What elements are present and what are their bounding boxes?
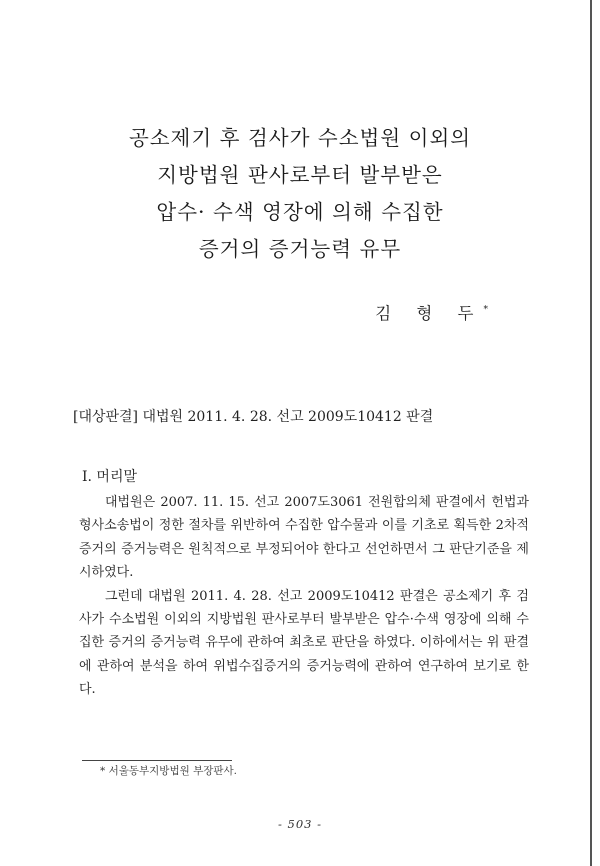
author-byline (375, 300, 488, 324)
section-heading: Ⅰ. 머리말 (82, 469, 138, 485)
article-title (0, 120, 600, 268)
title-line: 공소제기 후 검사가 수소법원 이외의 (128, 126, 472, 150)
paragraph: 그런데 대법원 2011. 4. 28. 선고 2009도10412 판결은 공소제기 후 검사가 수소법원 이외의 지방법원 판사로부터 발부받은 압수·수색 영장에 의해 수집한 증거의 증거능력 유무에 관하여 최초로 판단을 하였다. 이하에서는 위 판결에 관하여 분석을 하여 위법수집증거의 증거능력에 관하여 연구하여 보기로 한다. (79, 588, 529, 698)
footnote: * 서울동부지방법원 부장판사. (100, 765, 237, 777)
title-line: 압수· 수색 영장에 의해 수집한 (156, 200, 444, 224)
paragraph: 대법원은 2007. 11. 15. 선고 2007도3061 전원합의체 판결에서 헌법과 형사소송법이 정한 절차를 위반하여 수집한 압수물과 이를 기초로 획득한 2차적 증거의 증거능력은 원칙적으로 부정되어야 한다고 선언하면서 그 판단기준을 제시하였다. (79, 495, 529, 581)
author-name: 김 형 두 (375, 304, 484, 323)
author-footnote-mark: * (483, 305, 488, 315)
title-line: 증거의 증거능력 유무 (198, 237, 402, 261)
footnote-divider (82, 760, 232, 761)
page-number: - 503 - (277, 817, 323, 831)
case-reference: [대상판결] 대법원 2011. 4. 28. 선고 2009도10412 판결 (73, 409, 434, 425)
title-line: 지방법원 판사로부터 발부받은 (157, 163, 443, 187)
body-text (79, 491, 529, 702)
